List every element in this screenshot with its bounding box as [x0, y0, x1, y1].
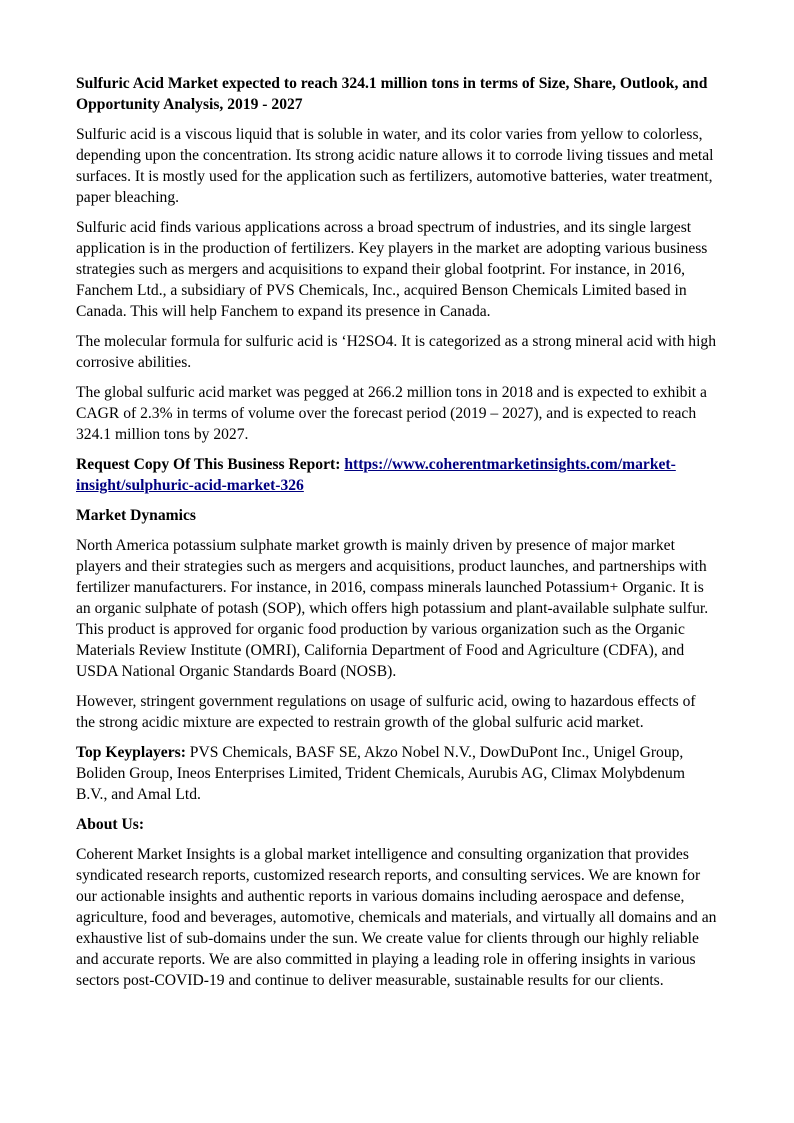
keyplayers-paragraph	[76, 742, 718, 805]
market-dynamics-heading: Market Dynamics	[76, 507, 196, 524]
request-copy-line	[76, 454, 718, 496]
market-size-paragraph: The global sulfuric acid market was pegged at 266.2 million tons in 2018 and is expected to exhibit a CAGR of 2.3% in terms of volume over the forecast period (2019 – 2027), and is expected to reach 324.1 million tons by 2027.	[76, 384, 707, 443]
report-link[interactable]: https://www.coherentmarketinsights.com/market-insight/sulphuric-acid-market-326	[76, 456, 676, 494]
intro-paragraph: Sulfuric acid is a viscous liquid that is soluble in water, and its color varies from yellow to colorless, depending upon the concentration. Its strong acidic nature allows it to corrode living tissues and metal surfaces. It is mostly used for the application such as fertilizers, automotive batteries, water treatment, paper bleaching.	[76, 126, 714, 206]
applications-paragraph: Sulfuric acid finds various applications across a broad spectrum of industries, and its single largest application is in the production of fertilizers. Key players in the market are adopting various business strategies such as mergers and acquisitions to expand their global footprint. For instance, in 2016, Fanchem Ltd., a subsidiary of PVS Chemicals, Inc., acquired Benson Chemicals Limited based in Canada. This will help Fanchem to expand its presence in Canada.	[76, 219, 708, 320]
about-us-paragraph: Coherent Market Insights is a global market intelligence and consulting organization that provides syndicated research reports, customized research reports, and consulting services. We are known for our actionable insights and authentic reports in various domains including aerospace and defense, agriculture, food and beverages, automotive, chemicals and materials, and virtually all domains and an exhaustive list of sub-domains under the sun. We create value for clients through our highly reliable and accurate reports. We are also committed in playing a leading role in offering insights in various sectors post-COVID-19 and continue to deliver measurable, sustainable results for our clients.	[76, 846, 717, 989]
keyplayers-label: Top Keyplayers:	[76, 744, 186, 761]
market-dynamics-paragraph: North America potassium sulphate market growth is mainly driven by presence of major market players and their strategies such as mergers and acquisitions, product launches, and partnerships with fertilizer manufacturers. For instance, in 2016, compass minerals launched Potassium+ Organic. It is an organic sulphate of potash (SOP), which offers high potassium and plant-available sulphate sulfur. This product is approved for organic food production by various organization such as the Organic Materials Review Institute (OMRI), California Department of Food and Agriculture (CDFA), and USDA National Organic Standards Board (NOSB).	[76, 537, 709, 680]
about-us-heading: About Us:	[76, 816, 145, 833]
molecular-formula-paragraph: The molecular formula for sulfuric acid is ‘H2SO4. It is categorized as a strong mineral acid with high corrosive abilities.	[76, 333, 717, 371]
keyplayers-list: PVS Chemicals, BASF SE, Akzo Nobel N.V., DowDuPont Inc., Unigel Group, Boliden Group, Ineos Enterprises Limited, Trident Chemicals, Aurubis AG, Climax Molybdenum B.V., and Amal Ltd.	[76, 744, 685, 803]
document-title: Sulfuric Acid Market expected to reach 324.1 million tons in terms of Size, Share, Outlook, and Opportunity Analysis, 2019 - 2027	[76, 75, 708, 113]
request-copy-label: Request Copy Of This Business Report:	[76, 456, 341, 473]
restraints-paragraph: However, stringent government regulations on usage of sulfuric acid, owing to hazardous effects of the strong acidic mixture are expected to restrain growth of the global sulfuric acid market.	[76, 693, 696, 731]
